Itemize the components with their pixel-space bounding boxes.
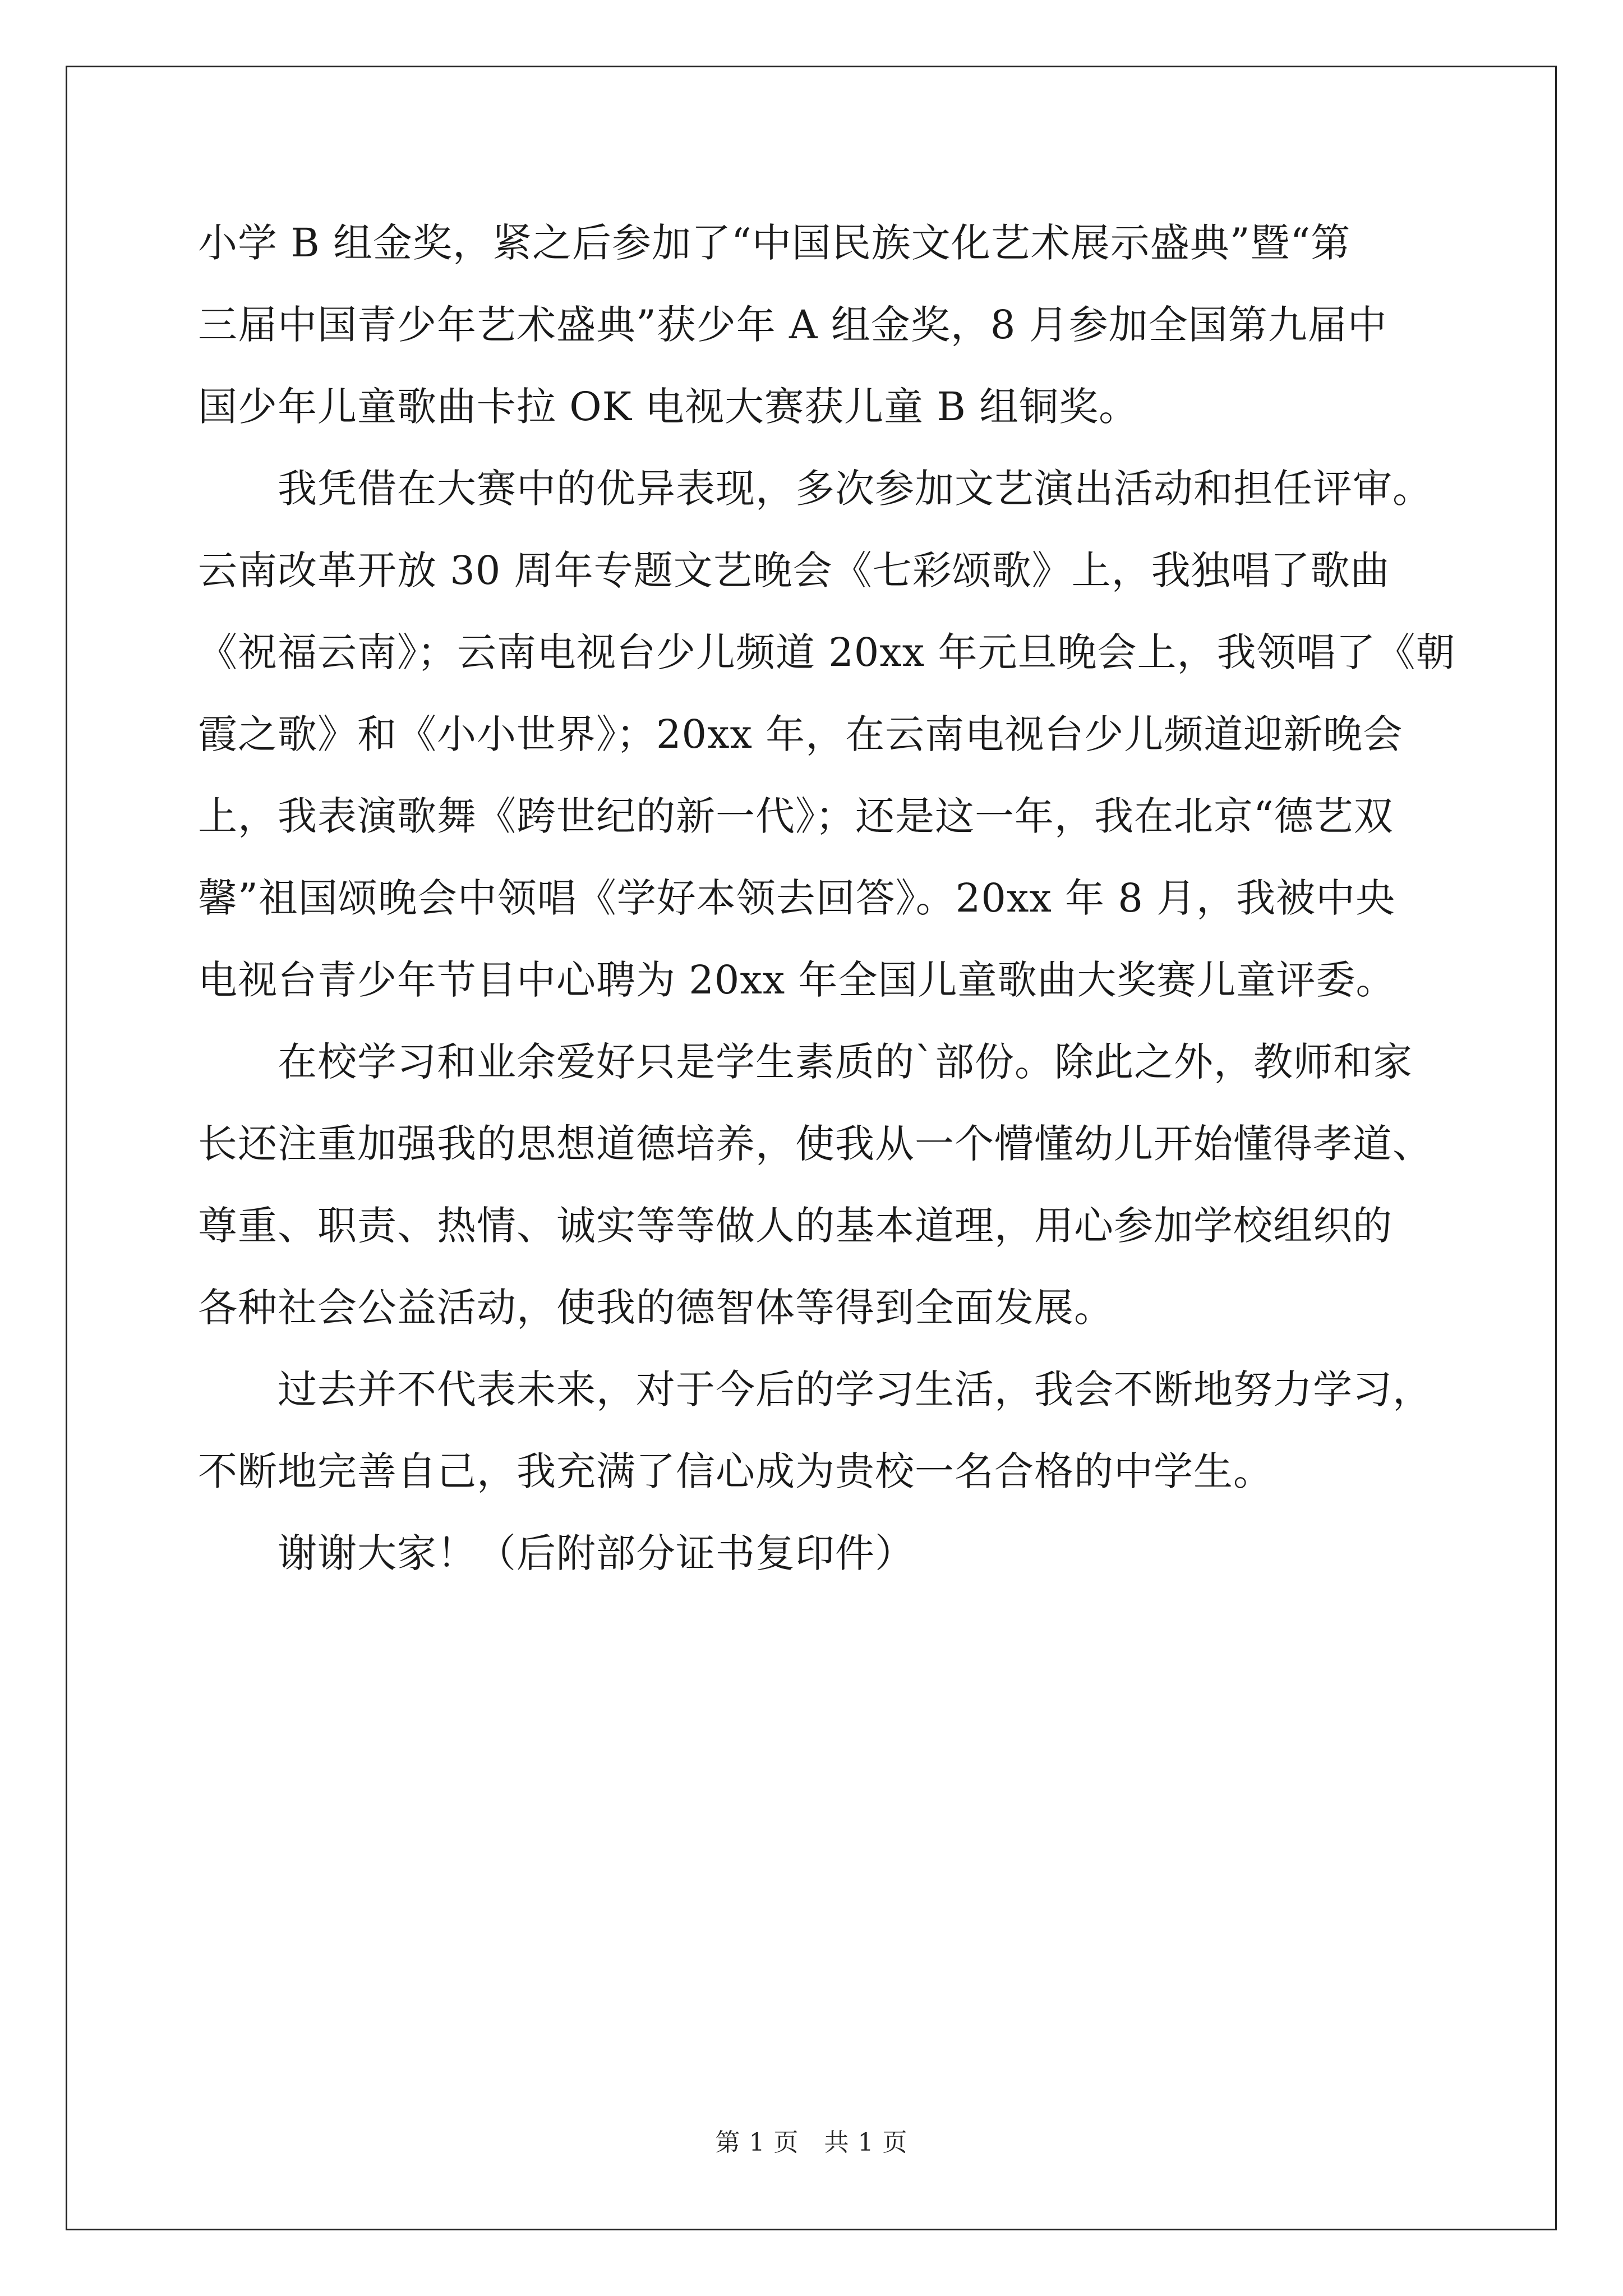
text-line: 云南改革开放 30 周年专题文艺晚会《七彩颂歌》上，我独唱了歌曲 xyxy=(198,547,1390,593)
text-line: 电视台青少年节目中心聘为 20xx 年全国儿童歌曲大奖赛儿童评委。 xyxy=(198,957,1396,1003)
text-line: 霞之歌》和《小小世界》；20xx 年，在云南电视台少儿频道迎新晚会 xyxy=(198,711,1403,757)
text-line: 上，我表演歌舞《跨世纪的新一代》；还是这一年，我在北京“德艺双 xyxy=(198,793,1394,839)
text-line: 谢谢大家！（后附部分证书复印件） xyxy=(198,1530,915,1576)
text-line: 在校学习和业余爱好只是学生素质的`部份。除此之外，教师和家 xyxy=(198,1039,1413,1085)
text-line: 我凭借在大赛中的优异表现，多次参加文艺演出活动和担任评审。 xyxy=(198,466,1432,512)
paragraph-closing xyxy=(198,1512,1465,1594)
paragraph-future xyxy=(198,1349,1465,1512)
text-line: 过去并不代表未来，对于今后的学习生活，我会不断地努力学习， xyxy=(198,1366,1432,1412)
document-body xyxy=(198,202,1465,1594)
text-line: 不断地完善自己，我充满了信心成为贵校一名合格的中学生。 xyxy=(198,1448,1273,1494)
text-line: 馨”祖国颂晚会中领唱《学好本领去回答》。20xx 年 8 月，我被中央 xyxy=(198,875,1396,921)
text-line: 各种社会公益活动，使我的德智体等得到全面发展。 xyxy=(198,1285,1114,1331)
text-line: 三届中国青少年艺术盛典”获少年 A 组金奖，8 月参加全国第九届中 xyxy=(198,302,1387,348)
text-line: 国少年儿童歌曲卡拉 OK 电视大赛获儿童 B 组铜奖。 xyxy=(198,384,1139,430)
text-line: 小学 B 组金奖，紧之后参加了“中国民族文化艺术展示盛典”暨“第 xyxy=(198,220,1351,266)
page-number-footer: 第 1 页 共 1 页 xyxy=(715,2128,908,2157)
text-line: 尊重、职责、热情、诚实等等做人的基本道理，用心参加学校组织的 xyxy=(198,1203,1393,1249)
paragraph-performances xyxy=(198,448,1465,1021)
paragraph-moral-education xyxy=(198,1021,1465,1349)
text-line: 长还注重加强我的思想道德培养，使我从一个懵懂幼儿开始懂得孝道、 xyxy=(198,1121,1432,1167)
paragraph-awards xyxy=(198,202,1465,448)
text-line: 《祝福云南》；云南电视台少儿频道 20xx 年元旦晚会上，我领唱了《朝 xyxy=(198,629,1456,675)
